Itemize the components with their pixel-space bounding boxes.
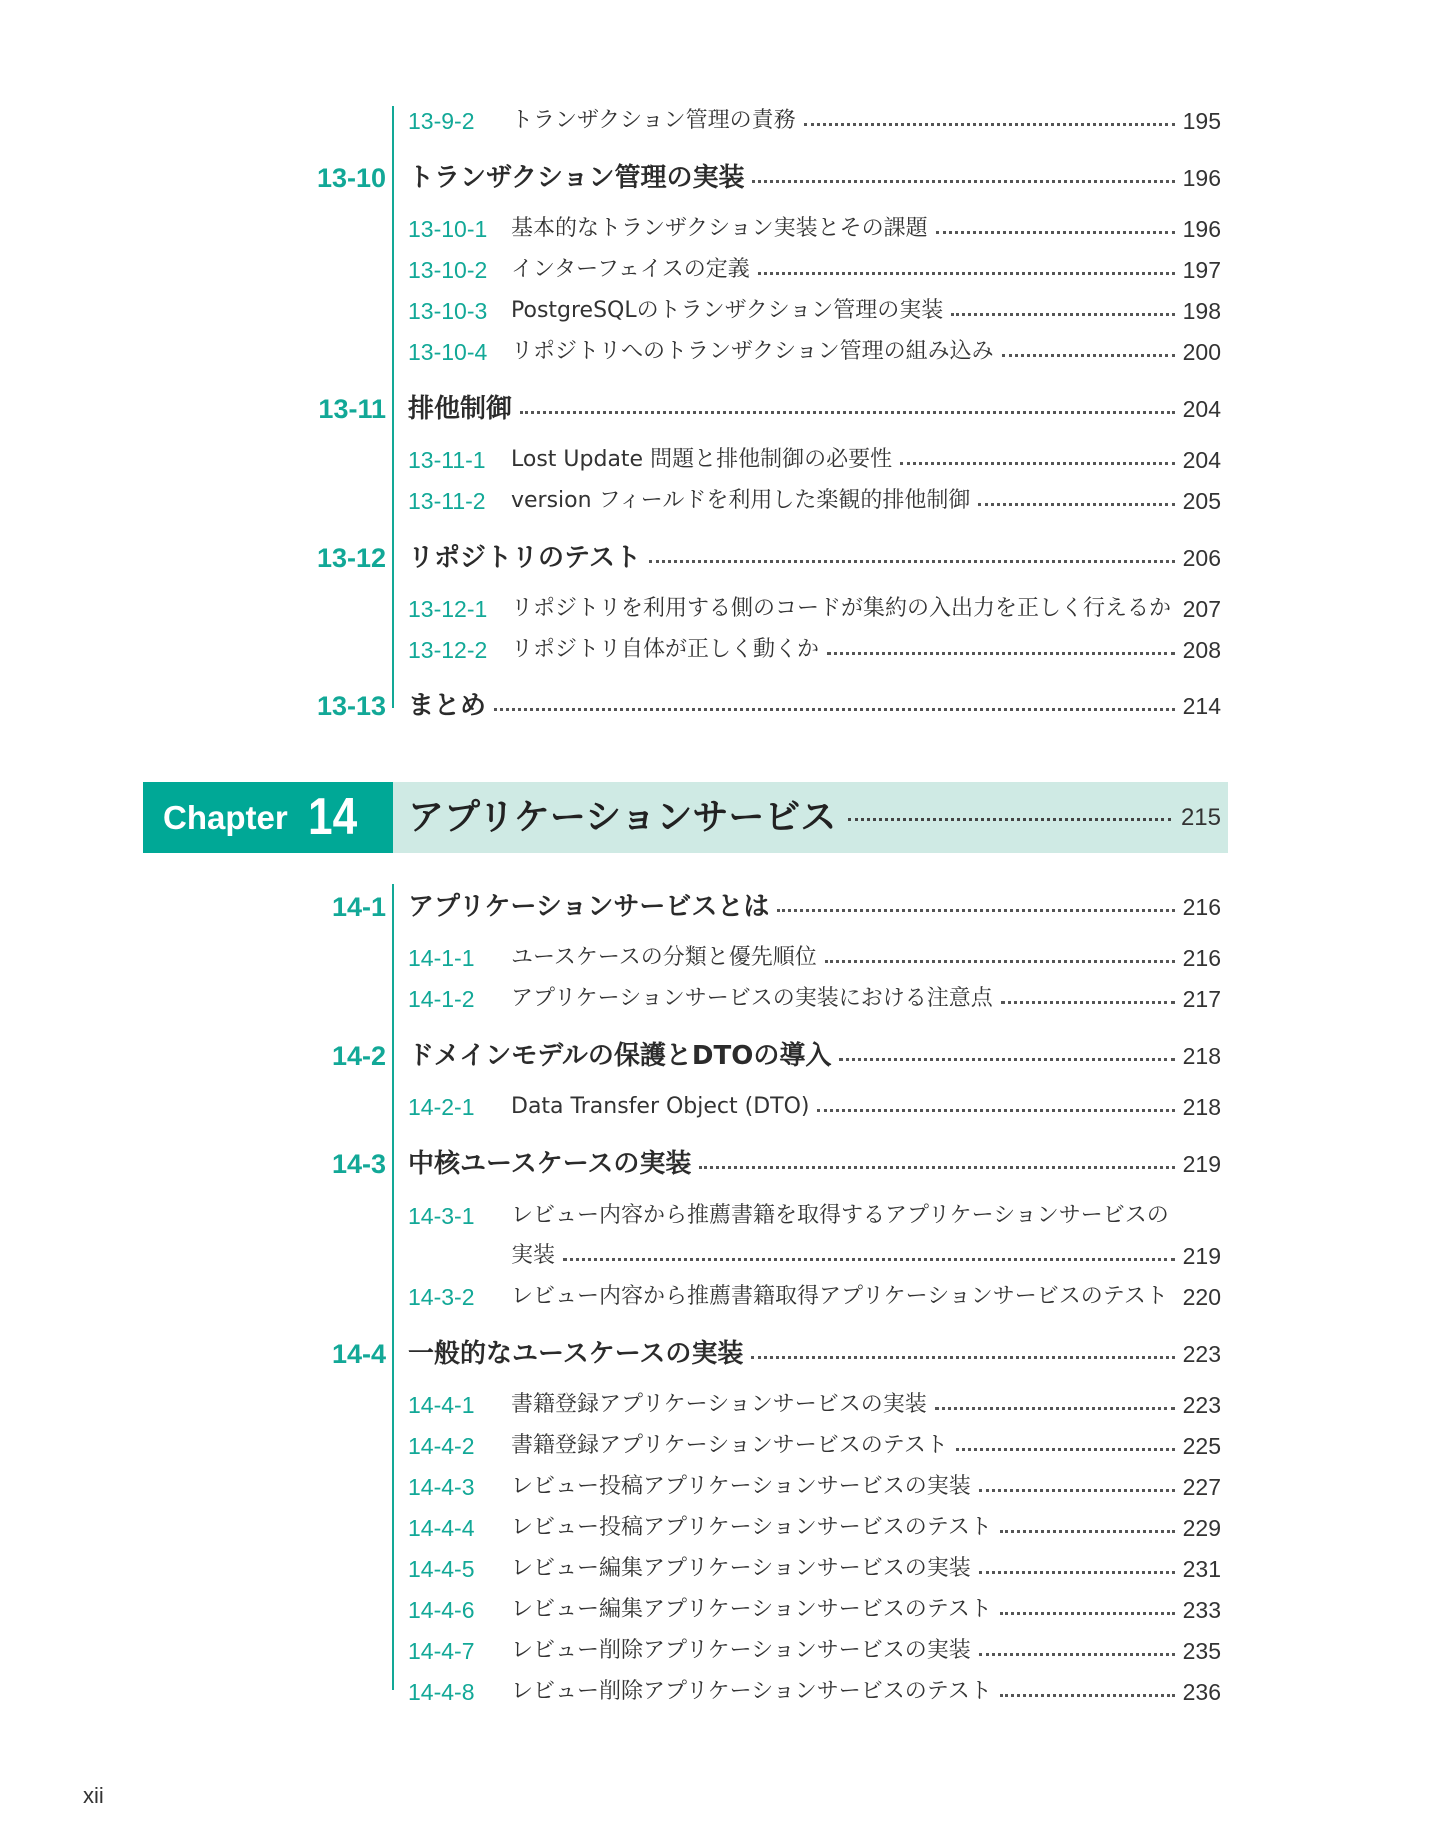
subsection-number: 14-1-2 bbox=[408, 986, 475, 1012]
subsection-number: 13-11-2 bbox=[408, 488, 486, 514]
toc-subsection-entry[interactable] bbox=[0, 1590, 1433, 1630]
chapter-label: Chapter bbox=[163, 799, 288, 836]
page-number: 236 bbox=[1182, 1679, 1221, 1705]
subsection-title[interactable]: レビュー投稿アプリケーションサービスの実装 bbox=[511, 1474, 971, 1499]
subsection-title[interactable]: PostgreSQLのトランザクション管理の実装 bbox=[511, 298, 944, 323]
subsection-number: 13-10-4 bbox=[408, 339, 488, 365]
toc-subsection-entry[interactable] bbox=[0, 1549, 1433, 1589]
section-number: 13-12 bbox=[316, 543, 386, 573]
page-number: 231 bbox=[1182, 1556, 1221, 1582]
subsection-number: 14-4-8 bbox=[408, 1679, 475, 1705]
toc-subsection-entry[interactable] bbox=[0, 1277, 1433, 1317]
subsection-number: 14-4-7 bbox=[408, 1638, 475, 1664]
toc-section-entry[interactable] bbox=[0, 1334, 1433, 1374]
subsection-number: 14-4-3 bbox=[408, 1474, 475, 1500]
dot-leader bbox=[758, 272, 1175, 275]
toc-subsection-entry[interactable] bbox=[0, 589, 1433, 629]
page-number: 218 bbox=[1182, 1094, 1221, 1120]
subsection-title[interactable]: 書籍登録アプリケーションサービスの実装 bbox=[511, 1392, 927, 1417]
dot-leader bbox=[494, 708, 1175, 711]
page-number: 214 bbox=[1182, 693, 1221, 719]
page-number: 216 bbox=[1182, 894, 1221, 920]
subsection-title[interactable]: レビュー削除アプリケーションサービスの実装 bbox=[511, 1638, 971, 1663]
subsection-number: 14-4-6 bbox=[408, 1597, 475, 1623]
toc-subsection-entry[interactable] bbox=[0, 938, 1433, 978]
subsection-title[interactable]: アプリケーションサービスの実装における注意点 bbox=[511, 986, 993, 1011]
toc-subsection-entry[interactable] bbox=[0, 1508, 1433, 1548]
toc-subsection-entry[interactable] bbox=[0, 291, 1433, 331]
dot-leader bbox=[1000, 1694, 1175, 1697]
subsection-title[interactable]: レビュー内容から推薦書籍を取得するアプリケーションサービスの bbox=[511, 1203, 1169, 1228]
subsection-title[interactable]: version フィールドを利用した楽観的排他制御 bbox=[511, 488, 971, 513]
toc-subsection-entry[interactable] bbox=[0, 1087, 1433, 1127]
section-number: 13-11 bbox=[318, 394, 386, 424]
subsection-number: 14-4-2 bbox=[408, 1433, 475, 1459]
subsection-title[interactable]: レビュー投稿アプリケーションサービスのテスト bbox=[511, 1515, 992, 1540]
subsection-number: 14-4-4 bbox=[408, 1515, 475, 1541]
subsection-title[interactable]: レビュー編集アプリケーションサービスの実装 bbox=[511, 1556, 971, 1581]
dot-leader bbox=[827, 652, 1175, 655]
section-number: 13-13 bbox=[316, 691, 386, 721]
toc-subsection-entry[interactable] bbox=[0, 1426, 1433, 1466]
toc-subsection-entry[interactable] bbox=[0, 250, 1433, 290]
section-number: 14-3 bbox=[331, 1149, 386, 1179]
dot-leader bbox=[777, 909, 1174, 912]
toc-section-entry[interactable] bbox=[0, 389, 1433, 429]
page-number: 207 bbox=[1182, 596, 1221, 622]
subsection-number: 14-2-1 bbox=[408, 1094, 475, 1120]
subsection-title[interactable]: レビュー内容から推薦書籍取得アプリケーションサービスのテスト bbox=[511, 1284, 1168, 1309]
page-number: 205 bbox=[1182, 488, 1221, 514]
section-number: 13-10 bbox=[316, 163, 386, 193]
toc-subsection-entry[interactable] bbox=[0, 1631, 1433, 1671]
chapter-14-label-box bbox=[143, 782, 393, 853]
toc-subsection-entry[interactable] bbox=[0, 332, 1433, 372]
subsection-number: 14-4-5 bbox=[408, 1556, 475, 1582]
section-title[interactable]: 排他制御 bbox=[408, 394, 513, 424]
dot-leader bbox=[978, 503, 1174, 506]
page-number: 223 bbox=[1182, 1392, 1221, 1418]
page-number: 208 bbox=[1182, 637, 1221, 663]
subsection-number: 14-4-1 bbox=[408, 1392, 475, 1418]
dot-leader bbox=[979, 1489, 1175, 1492]
dot-leader bbox=[825, 960, 1175, 963]
page-number: 217 bbox=[1182, 986, 1221, 1012]
subsection-title[interactable]: 書籍登録アプリケーションサービスのテスト bbox=[511, 1433, 948, 1458]
toc-subsection-entry[interactable] bbox=[0, 979, 1433, 1019]
page-number: 235 bbox=[1182, 1638, 1221, 1664]
subsection-title[interactable]: ユースケースの分類と優先順位 bbox=[511, 945, 817, 970]
page-number: 196 bbox=[1182, 165, 1221, 191]
dot-leader bbox=[804, 123, 1175, 126]
section-title[interactable]: トランザクション管理の実装 bbox=[408, 163, 745, 193]
toc-subsection-entry[interactable] bbox=[0, 440, 1433, 480]
page-number: 200 bbox=[1182, 339, 1221, 365]
page-number: 233 bbox=[1182, 1597, 1221, 1623]
subsection-title[interactable]: レビュー編集アプリケーションサービスのテスト bbox=[511, 1597, 992, 1622]
page-number: 204 bbox=[1182, 447, 1221, 473]
section-number: 14-4 bbox=[331, 1339, 386, 1369]
subsection-number: 13-12-2 bbox=[408, 637, 488, 663]
toc-subsection-entry[interactable] bbox=[0, 1236, 1433, 1276]
toc-subsection-entry[interactable] bbox=[0, 1385, 1433, 1425]
page-number: 198 bbox=[1182, 298, 1221, 324]
subsection-title[interactable]: Lost Update 問題と排他制御の必要性 bbox=[511, 447, 893, 472]
toc-section-entry[interactable] bbox=[0, 1036, 1433, 1076]
section-number: 14-2 bbox=[331, 1041, 386, 1071]
dot-leader bbox=[1001, 1001, 1175, 1004]
page-number: 218 bbox=[1182, 1043, 1221, 1069]
page-number: 223 bbox=[1182, 1341, 1221, 1367]
page-number: 197 bbox=[1182, 257, 1221, 283]
toc-subsection-entry[interactable] bbox=[0, 1467, 1433, 1507]
subsection-number: 14-3-1 bbox=[408, 1203, 475, 1229]
page-number: 227 bbox=[1182, 1474, 1221, 1500]
subsection-title-continued[interactable]: 実装 bbox=[511, 1243, 556, 1268]
dot-leader bbox=[563, 1258, 1175, 1261]
subsection-title[interactable]: リポジトリ自体が正しく動くか bbox=[511, 637, 820, 662]
page-folio: xii bbox=[83, 1783, 104, 1808]
subsection-title[interactable]: リポジトリへのトランザクション管理の組み込み bbox=[511, 339, 994, 364]
dot-leader bbox=[935, 1407, 1175, 1410]
subsection-title[interactable]: Data Transfer Object (DTO) bbox=[511, 1094, 810, 1119]
dot-leader bbox=[979, 1571, 1175, 1574]
subsection-number: 14-1-1 bbox=[408, 945, 475, 971]
section-title[interactable]: ドメインモデルの保護とDTOの導入 bbox=[408, 1041, 832, 1071]
dot-leader bbox=[979, 1653, 1175, 1656]
subsection-title[interactable]: レビュー削除アプリケーションサービスのテスト bbox=[511, 1679, 992, 1704]
toc-subsection-entry[interactable] bbox=[0, 481, 1433, 521]
section-title[interactable]: 中核ユースケースの実装 bbox=[408, 1149, 692, 1179]
subsection-number: 13-9-2 bbox=[408, 108, 475, 134]
dot-leader bbox=[1000, 1612, 1175, 1615]
subsection-title[interactable]: リポジトリを利用する側のコードが集約の入出力を正しく行えるか bbox=[511, 596, 1172, 621]
page-number: 220 bbox=[1182, 1284, 1221, 1310]
chapter-page-number: 215 bbox=[1180, 804, 1221, 831]
section-title[interactable]: まとめ bbox=[408, 691, 487, 721]
subsection-number: 13-10-3 bbox=[408, 298, 488, 324]
toc-subsection-entry[interactable] bbox=[0, 1196, 1433, 1236]
subsection-title[interactable]: インターフェイスの定義 bbox=[511, 257, 750, 282]
dot-leader bbox=[936, 231, 1175, 234]
toc-section-entry[interactable] bbox=[0, 686, 1433, 726]
section-title[interactable]: 一般的なユースケースの実装 bbox=[408, 1339, 744, 1369]
subsection-number: 13-11-1 bbox=[408, 447, 486, 473]
page-number: 219 bbox=[1182, 1243, 1221, 1269]
dot-leader bbox=[900, 462, 1175, 465]
page-number: 204 bbox=[1182, 396, 1221, 422]
toc-subsection-entry[interactable] bbox=[0, 1672, 1433, 1712]
subsection-number: 13-10-2 bbox=[408, 257, 488, 283]
toc-subsection-entry[interactable] bbox=[0, 630, 1433, 670]
dot-leader bbox=[752, 180, 1174, 183]
toc-section-entry[interactable] bbox=[0, 887, 1433, 927]
page-number: 229 bbox=[1182, 1515, 1221, 1541]
subsection-number: 13-12-1 bbox=[408, 596, 488, 622]
toc-subsection-entry[interactable] bbox=[0, 209, 1433, 249]
toc-section-entry[interactable] bbox=[0, 538, 1433, 578]
toc-subsection-entry[interactable] bbox=[0, 101, 1433, 141]
dot-leader bbox=[956, 1448, 1175, 1451]
page-number: 206 bbox=[1182, 545, 1221, 571]
dot-leader bbox=[751, 1356, 1174, 1359]
section-number: 14-1 bbox=[331, 892, 386, 922]
toc-section-entry[interactable] bbox=[0, 158, 1433, 198]
page-number: 225 bbox=[1182, 1433, 1221, 1459]
dot-leader bbox=[520, 411, 1175, 414]
dot-leader bbox=[649, 560, 1175, 563]
chapter-title[interactable]: アプリケーションサービス bbox=[408, 797, 837, 838]
section-title[interactable]: リポジトリのテスト bbox=[408, 543, 641, 573]
dot-leader bbox=[839, 1058, 1174, 1061]
dot-leader bbox=[1000, 1530, 1175, 1533]
subsection-title[interactable]: 基本的なトランザクション実装とその課題 bbox=[511, 216, 928, 241]
page-number: 216 bbox=[1182, 945, 1221, 971]
dot-leader bbox=[951, 313, 1174, 316]
page-number: 196 bbox=[1182, 216, 1221, 242]
chapter-number: 14 bbox=[308, 788, 358, 846]
dot-leader bbox=[1002, 354, 1175, 357]
dot-leader bbox=[699, 1166, 1174, 1169]
dot-leader bbox=[848, 818, 1171, 821]
dot-leader bbox=[817, 1109, 1174, 1112]
subsection-title[interactable]: トランザクション管理の責務 bbox=[511, 108, 796, 133]
subsection-number: 14-3-2 bbox=[408, 1284, 475, 1310]
page-number: 219 bbox=[1182, 1151, 1221, 1177]
toc-section-entry[interactable] bbox=[0, 1144, 1433, 1184]
section-title[interactable]: アプリケーションサービスとは bbox=[408, 892, 770, 922]
page-number: 195 bbox=[1182, 108, 1221, 134]
subsection-number: 13-10-1 bbox=[408, 216, 488, 242]
